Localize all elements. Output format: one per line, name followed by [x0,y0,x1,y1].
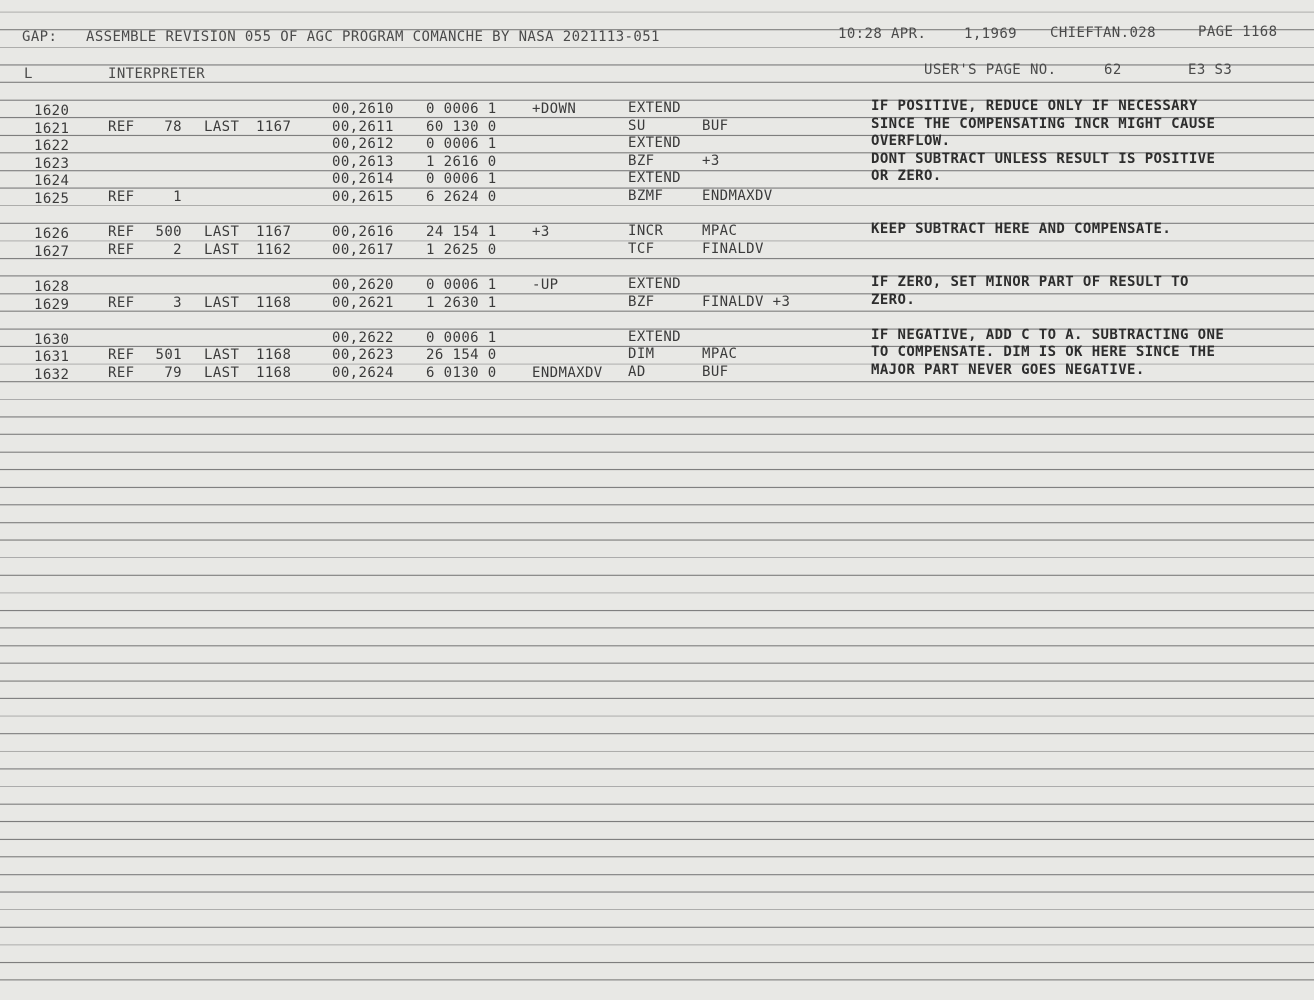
row-refno: 2 [173,242,182,258]
row-operand: MPAC [702,223,738,239]
row-refno: 78 [164,119,182,135]
row-op: EXTEND [628,170,681,186]
l-marker: L [24,66,33,82]
row-label: ENDMAXDV [532,365,603,381]
row-code: 24 154 1 [426,224,497,240]
row-op: SU [628,118,646,134]
row-addr: 00,2622 [332,330,394,346]
row-last: LAST [204,295,240,311]
row-operand: MPAC [702,346,738,362]
row-lastno: 1168 [256,365,292,381]
row-line: 1624 [34,173,70,189]
row-code: 6 2624 0 [426,189,497,205]
row-code: 1 2630 1 [426,295,497,311]
row-ref: REF [108,347,135,363]
row-addr: 00,2620 [332,277,394,293]
row-op: EXTEND [628,329,681,345]
row-label: +DOWN [532,101,577,117]
row-addr: 00,2624 [332,365,394,381]
row-op: TCF [628,241,655,257]
users-page-number: 62 [1104,62,1122,78]
row-comment: IF ZERO, SET MINOR PART OF RESULT TO [871,274,1189,290]
row-code: 0 0006 1 [426,277,497,293]
row-comment: OR ZERO. [871,168,942,184]
row-label: +3 [532,224,550,240]
row-line: 1631 [34,349,70,365]
row-comment: KEEP SUBTRACT HERE AND COMPENSATE. [871,221,1172,237]
date: 1,1969 [964,26,1017,42]
row-last: LAST [204,347,240,363]
row-addr: 00,2612 [332,136,394,152]
row-line: 1632 [34,367,70,383]
row-comment: ZERO. [871,292,916,308]
row-line: 1625 [34,191,70,207]
row-comment: MAJOR PART NEVER GOES NEGATIVE. [871,362,1145,378]
row-addr: 00,2621 [332,295,394,311]
row-ref: REF [108,242,135,258]
row-lastno: 1168 [256,347,292,363]
row-op: BZF [628,153,655,169]
row-comment: TO COMPENSATE. DIM IS OK HERE SINCE THE [871,344,1216,360]
row-op: AD [628,364,646,380]
row-addr: 00,2616 [332,224,394,240]
row-label: -UP [532,277,559,293]
row-addr: 00,2611 [332,119,394,135]
row-addr: 00,2623 [332,347,394,363]
row-comment: SINCE THE COMPENSATING INCR MIGHT CAUSE [871,116,1216,132]
row-refno: 1 [173,189,182,205]
row-ref: REF [108,189,135,205]
row-op: BZMF [628,188,664,204]
row-comment: IF NEGATIVE, ADD C TO A. SUBTRACTING ONE [871,327,1225,343]
row-last: LAST [204,242,240,258]
row-op: BZF [628,294,655,310]
row-code: 0 0006 1 [426,330,497,346]
row-lastno: 1167 [256,224,292,240]
row-operand: BUF [702,364,729,380]
row-op: DIM [628,346,655,362]
row-operand: +3 [702,153,720,169]
row-last: LAST [204,119,240,135]
row-comment: DONT SUBTRACT UNLESS RESULT IS POSITIVE [871,151,1216,167]
time: 10:28 APR. [838,26,927,42]
row-refno: 500 [155,224,182,240]
row-code: 0 0006 1 [426,136,497,152]
row-operand: BUF [702,118,729,134]
row-ref: REF [108,365,135,381]
assemble-title: ASSEMBLE REVISION 055 OF AGC PROGRAM COMANCHE BY NASA 2021113-051 [86,29,660,45]
row-op: EXTEND [628,135,681,151]
row-line: 1629 [34,297,70,313]
row-ref: REF [108,295,135,311]
gap-label: GAP: [22,29,58,45]
row-ref: REF [108,119,135,135]
row-line: 1621 [34,121,70,137]
row-code: 26 154 0 [426,347,497,363]
row-addr: 00,2613 [332,154,394,170]
e3-s3: E3 S3 [1188,62,1233,78]
row-lastno: 1167 [256,119,292,135]
users-page-label: USER'S PAGE NO. [924,62,1057,78]
row-ref: REF [108,224,135,240]
row-op: EXTEND [628,276,681,292]
section-title: INTERPRETER [108,66,206,82]
row-line: 1630 [34,332,70,348]
row-code: 1 2625 0 [426,242,497,258]
row-last: LAST [204,365,240,381]
row-line: 1620 [34,103,70,119]
row-line: 1626 [34,226,70,242]
page-number: PAGE 1168 [1198,24,1278,40]
row-lastno: 1168 [256,295,292,311]
row-lastno: 1162 [256,242,292,258]
row-operand: FINALDV [702,241,764,257]
row-addr: 00,2614 [332,171,394,187]
row-code: 0 0006 1 [426,171,497,187]
row-operand: FINALDV +3 [702,294,791,310]
row-addr: 00,2617 [332,242,394,258]
row-line: 1627 [34,244,70,260]
chieftan-id: CHIEFTAN.028 [1050,25,1156,41]
row-line: 1623 [34,156,70,172]
row-operand: ENDMAXDV [702,188,773,204]
row-code: 0 0006 1 [426,101,497,117]
row-addr: 00,2615 [332,189,394,205]
row-code: 60 130 0 [426,119,497,135]
row-comment: OVERFLOW. [871,133,951,149]
row-op: EXTEND [628,100,681,116]
row-code: 1 2616 0 [426,154,497,170]
row-line: 1622 [34,138,70,154]
row-addr: 00,2610 [332,101,394,117]
row-refno: 3 [173,295,182,311]
row-op: INCR [628,223,664,239]
row-refno: 79 [164,365,182,381]
row-line: 1628 [34,279,70,295]
row-last: LAST [204,224,240,240]
row-comment: IF POSITIVE, REDUCE ONLY IF NECESSARY [871,98,1198,114]
row-refno: 501 [155,347,182,363]
row-code: 6 0130 0 [426,365,497,381]
